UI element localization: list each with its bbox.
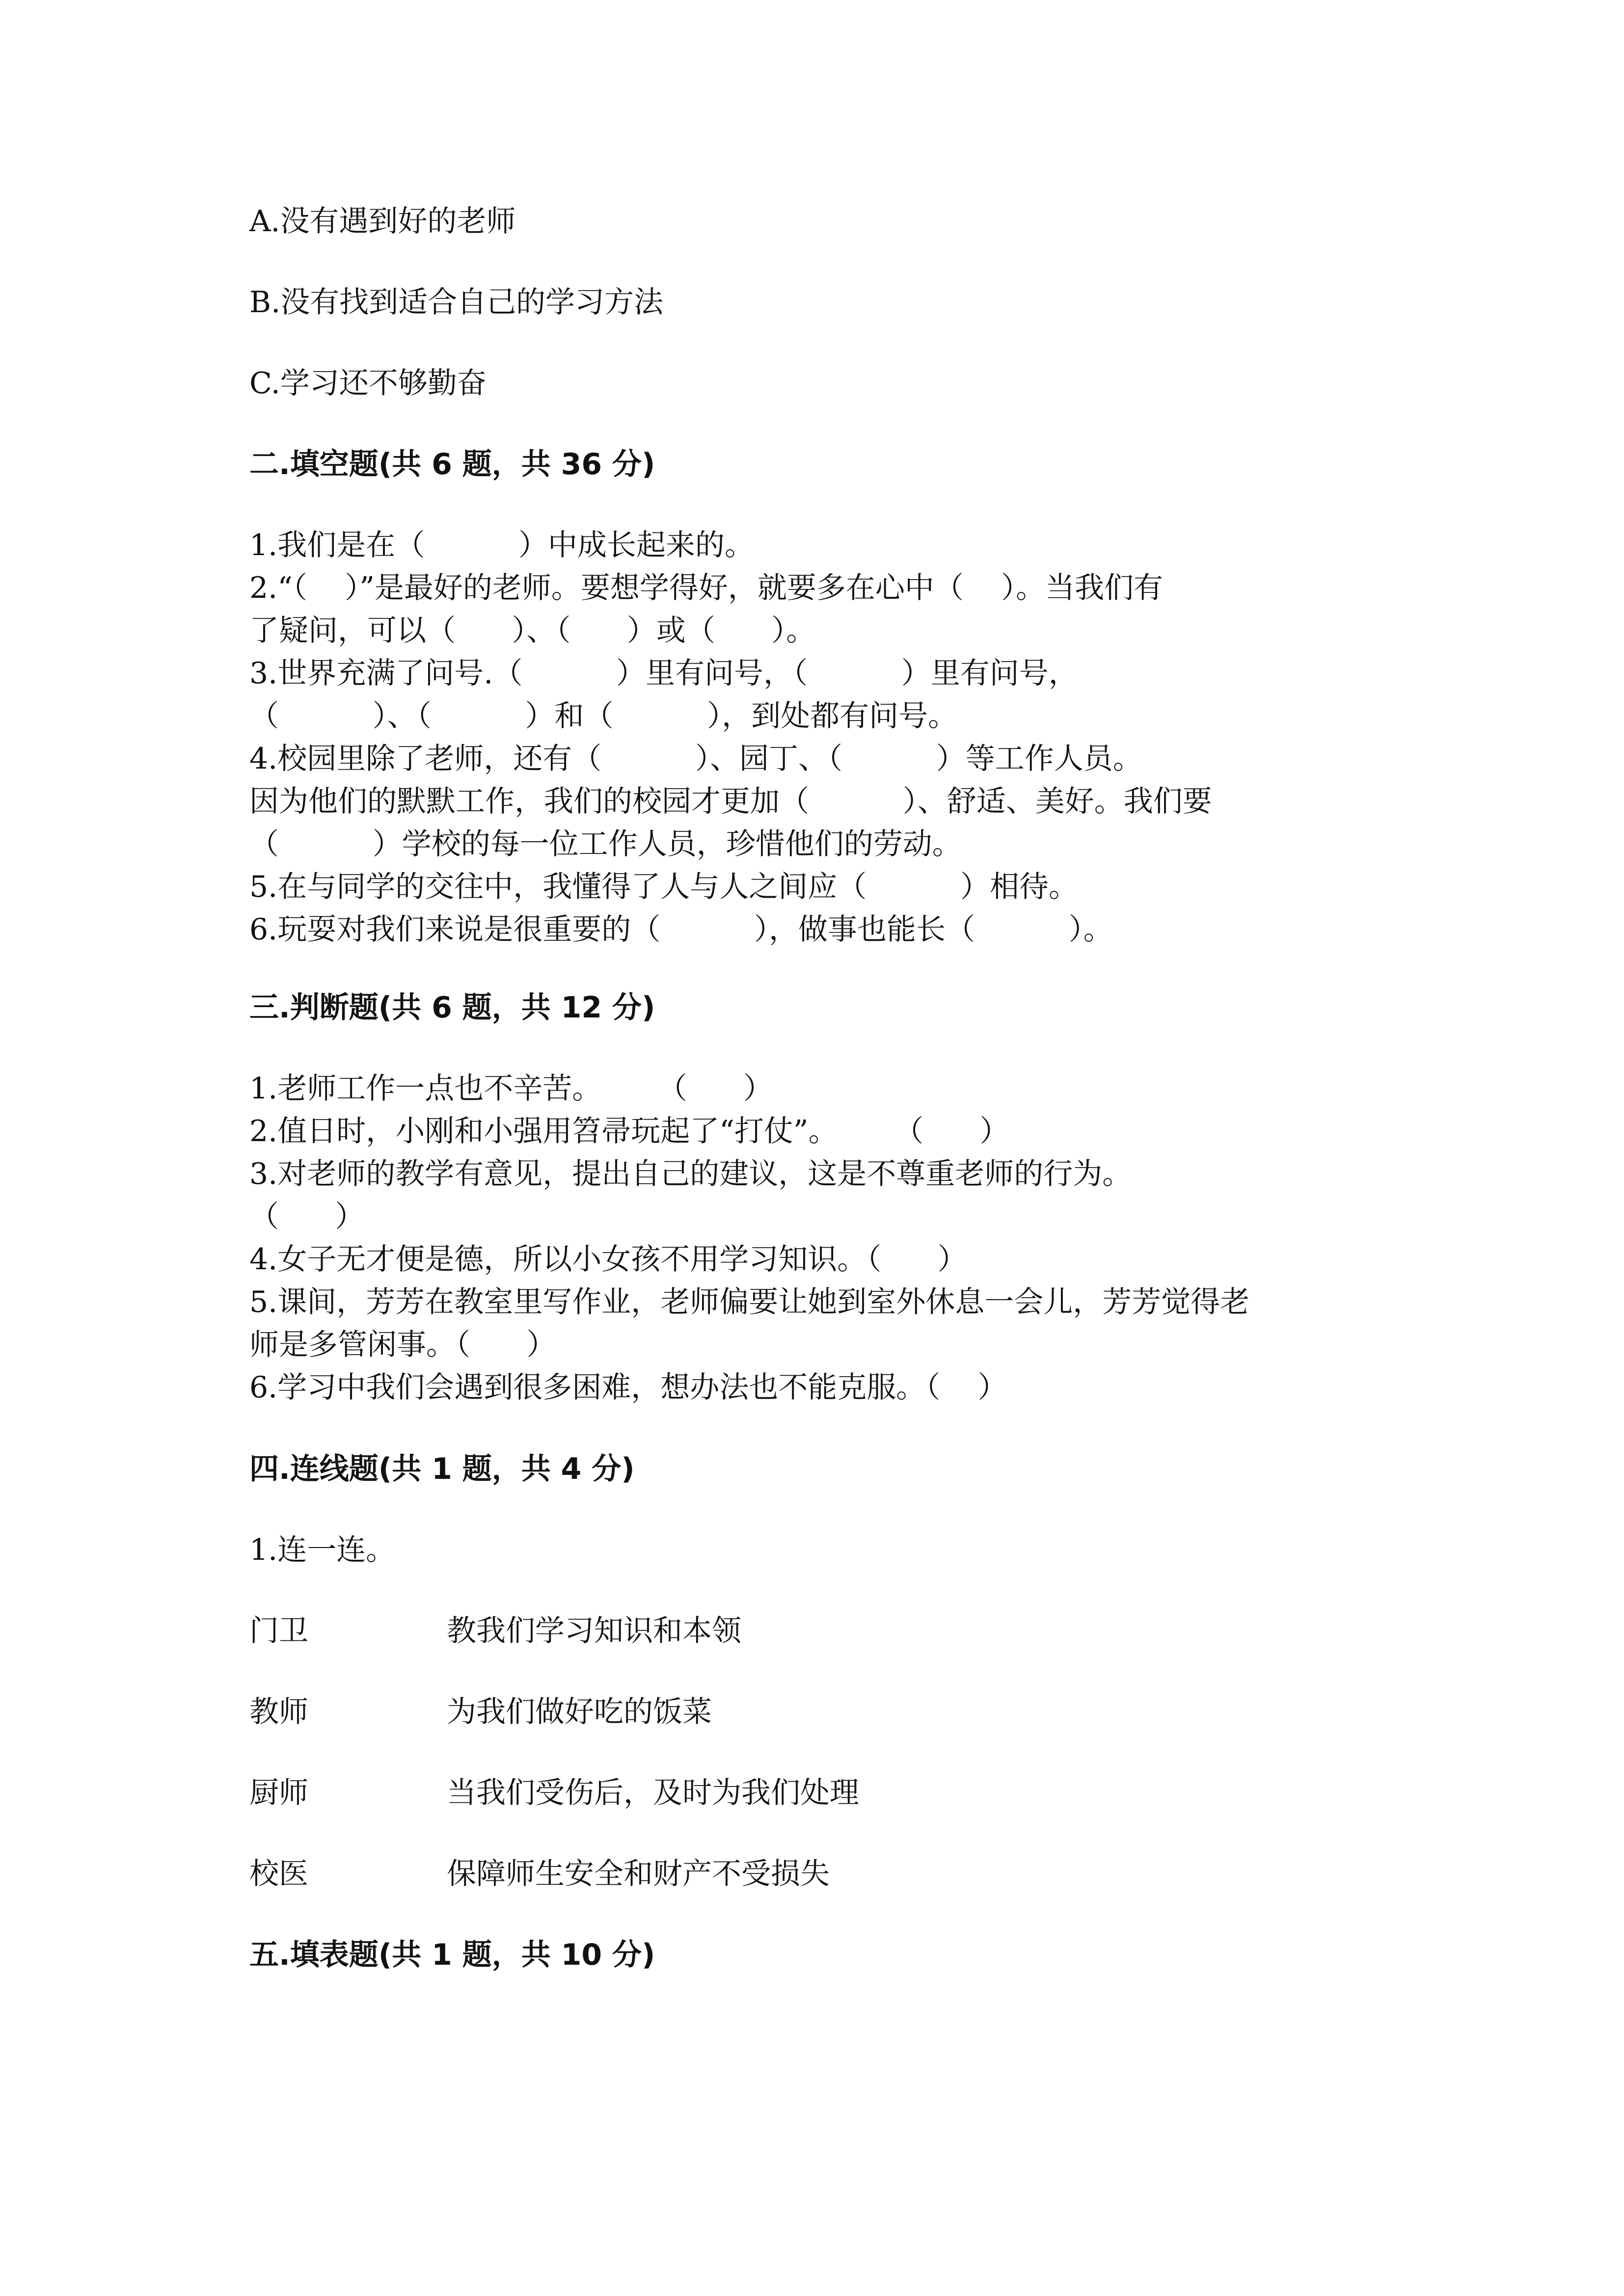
- matching-question: 1.连一连。: [249, 1533, 396, 1567]
- matching-left-item: 厨师: [249, 1776, 308, 1810]
- fill-blank-line: （ ）、（ ）和（ ），到处都有问号。: [249, 699, 958, 733]
- true-false-line: 2.值日时，小刚和小强用笤帚玩起了“打仗”。 （ ）: [249, 1114, 1009, 1148]
- fill-blank-line: 1.我们是在（ ）中成长起来的。: [249, 528, 754, 562]
- matching-right-item: 保障师生安全和财产不受损失: [447, 1857, 830, 1891]
- option-c: C.学习还不够勤奋: [249, 366, 487, 400]
- section-heading-true-false: 三.判断题(共 6 题，共 12 分): [249, 990, 655, 1025]
- true-false-line: 6.学习中我们会遇到很多困难，想办法也不能克服。（ ）: [249, 1370, 1007, 1405]
- fill-blank-line: 5.在与同学的交往中，我懂得了人与人之间应（ ）相待。: [249, 870, 1078, 904]
- option-a: A.没有遇到好的老师: [249, 204, 516, 239]
- matching-right-item: 当我们受伤后，及时为我们处理: [447, 1776, 859, 1810]
- matching-left-item: 门卫: [249, 1614, 308, 1648]
- true-false-line: 4.女子无才便是德，所以小女孩不用学习知识。（ ）: [249, 1242, 967, 1277]
- matching-left-item: 教师: [249, 1695, 308, 1729]
- fill-blank-line: 2.“（ ）”是最好的老师。要想学得好，就要多在心中（ ）。当我们有: [249, 571, 1164, 605]
- fill-blank-line: （ ）学校的每一位工作人员，珍惜他们的劳动。: [249, 827, 962, 861]
- true-false-line: 1.老师工作一点也不辛苦。 （ ）: [249, 1071, 773, 1106]
- fill-blank-line: 3.世界充满了问号.（ ）里有问号，（ ）里有问号，: [249, 656, 1078, 691]
- option-b: B.没有找到适合自己的学习方法: [249, 285, 664, 320]
- matching-right-item: 为我们做好吃的饭菜: [447, 1695, 712, 1729]
- section-heading-matching: 四.连线题(共 1 题，共 4 分): [249, 1452, 635, 1486]
- fill-blank-line: 6.玩耍对我们来说是很重要的（ ），做事也能长（ ）。: [249, 912, 1113, 947]
- fill-blank-line: 了疑问，可以（ ）、（ ）或（ ）。: [249, 614, 816, 648]
- matching-right-item: 教我们学习知识和本领: [447, 1614, 741, 1648]
- true-false-line: 5.课间，芳芳在教室里写作业，老师偏要让她到室外休息一会儿，芳芳觉得老: [249, 1285, 1250, 1319]
- fill-blank-line: 因为他们的默默工作，我们的校园才更加（ ）、舒适、美好。我们要: [249, 784, 1212, 819]
- section-heading-fill-blank: 二.填空题(共 6 题，共 36 分): [249, 447, 655, 481]
- true-false-line: 师是多管闲事。（ ）: [249, 1328, 556, 1362]
- true-false-line: （ ）: [249, 1200, 365, 1234]
- fill-blank-line: 4.校园里除了老师，还有（ ）、园丁、（ ）等工作人员。: [249, 742, 1142, 776]
- true-false-line: 3.对老师的教学有意见，提出自己的建议，这是不尊重老师的行为。: [249, 1157, 1132, 1191]
- section-heading-table: 五.填表题(共 1 题，共 10 分): [249, 1938, 655, 1972]
- matching-left-item: 校医: [249, 1857, 308, 1891]
